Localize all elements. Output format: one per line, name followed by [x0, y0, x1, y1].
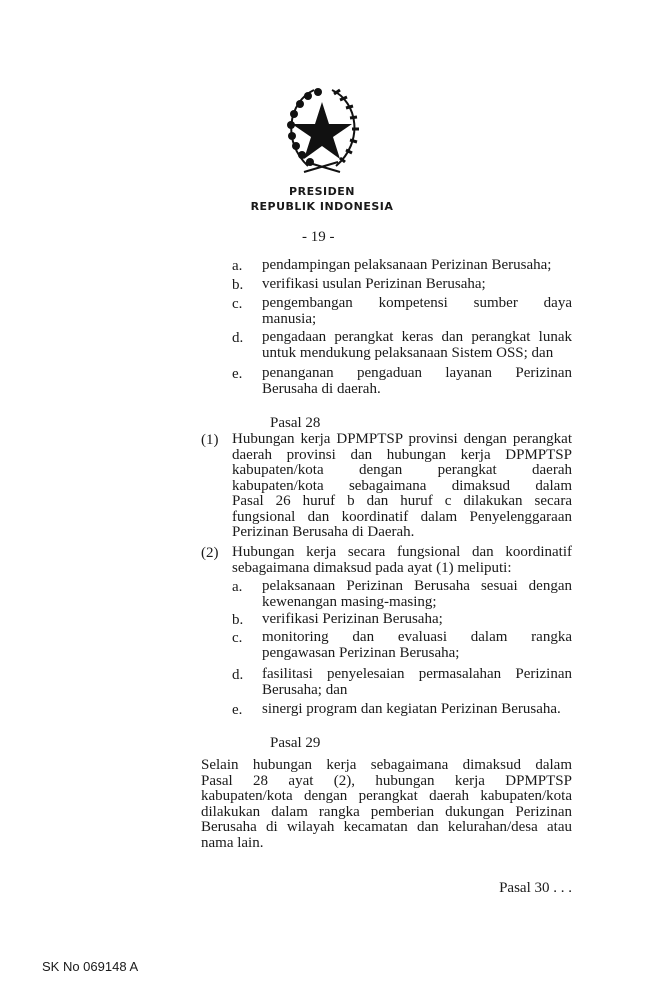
text-line: monitoring dan evaluasi dalam rangka [262, 629, 572, 645]
text-line: Pasal 28 ayat (2), hubungan kerja DPMPTSP [201, 772, 572, 789]
text-line: penanganan pengaduan layanan Perizinan [262, 365, 572, 381]
page-number: - 19 - [302, 229, 335, 245]
text-line: verifikasi usulan Perizinan Berusaha; [262, 276, 486, 292]
text-line: pendampingan pelaksanaan Perizinan Berusaha; [262, 257, 552, 273]
text-line: Selain hubungan kerja sebagaimana dimaksud dalam [201, 757, 572, 773]
text-line: nama lain. [201, 834, 264, 851]
header-republic: REPUBLIK INDONESIA [250, 200, 394, 213]
pasal-29-title: Pasal 29 [270, 735, 321, 751]
text-line: Hubungan kerja DPMPTSP provinsi dengan perangkat [232, 431, 572, 447]
text-line: pelaksanaan Perizinan Berusaha sesuai dengan [262, 578, 572, 594]
text-line: fungsional dan koordinatif dalam Penyelenggaraan [232, 508, 572, 525]
text-line: kabupaten/kota sebagaimana dimaksud dalam [232, 477, 572, 494]
text-line: kabupaten/kota dengan perangkat daerah [232, 462, 572, 478]
item-label: a. [232, 258, 243, 274]
text-line: dilakukan dalam rangka pemberian dukungan Perizinan [201, 803, 572, 820]
presidential-emblem [274, 84, 370, 176]
item-label: c. [232, 630, 243, 646]
item-label: d. [232, 330, 244, 346]
text-line: pengembangan kompetensi sumber daya [262, 295, 572, 311]
text-line: kewenangan masing-masing; [262, 593, 437, 610]
continuation-note: Pasal 30 . . . [499, 880, 572, 896]
item-label: c. [232, 296, 243, 312]
header-president: PRESIDEN [289, 185, 355, 198]
item-label: d. [232, 667, 244, 683]
text-line: Berusaha; dan [262, 681, 348, 698]
text-line: fasilitasi penyelesaian permasalahan Perizinan [262, 666, 572, 682]
text-line: sinergi program dan kegiatan Perizinan Berusaha. [262, 701, 561, 717]
text-line: daerah provinsi dan hubungan kerja DPMPTSP [232, 446, 572, 463]
text-line: Hubungan kerja secara fungsional dan koordinatif [232, 544, 572, 560]
text-line: sebagaimana dimaksud pada ayat (1) meliputi: [232, 559, 512, 576]
text-line: kabupaten/kota dengan perangkat daerah kabupaten/kota [201, 788, 572, 804]
text-line: untuk mendukung pelaksanaan Sistem OSS; dan [262, 344, 554, 361]
item-label: a. [232, 579, 243, 595]
text-line: Berusaha di daerah. [262, 380, 381, 397]
pasal-28-title: Pasal 28 [270, 415, 321, 431]
item-label: b. [232, 277, 244, 293]
text-line: pengawasan Perizinan Berusaha; [262, 644, 460, 661]
text-line: manusia; [262, 310, 317, 327]
text-line: verifikasi Perizinan Berusaha; [262, 611, 443, 627]
item-label: e. [232, 366, 243, 382]
item-label: (2) [201, 545, 219, 561]
item-label: (1) [201, 432, 219, 448]
text-line: Berusaha di wilayah kecamatan dan kelurahan/desa atau [201, 819, 572, 835]
item-label: e. [232, 702, 243, 718]
text-line: Perizinan Berusaha di Daerah. [232, 524, 415, 540]
text-line: pengadaan perangkat keras dan perangkat lunak [262, 329, 572, 345]
star-wreath-icon [274, 84, 370, 176]
text-line: Pasal 26 huruf b dan huruf c dilakukan secara [232, 493, 572, 509]
item-label: b. [232, 612, 244, 628]
footer-sk-number: SK No 069148 A [42, 959, 139, 974]
